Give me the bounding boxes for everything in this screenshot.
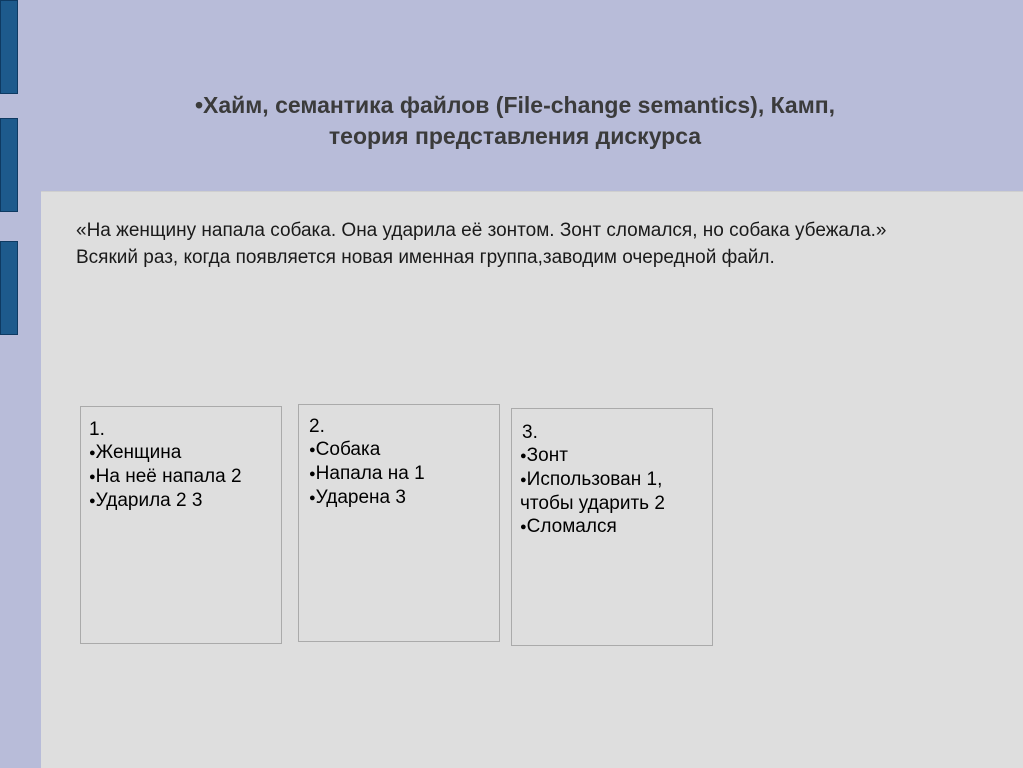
bullet-icon: ● [89, 447, 96, 459]
file-number: 1. [89, 419, 105, 440]
bullet-icon: ● [520, 521, 527, 533]
list-item [307, 486, 491, 510]
bullet-icon: ● [89, 471, 96, 483]
bullet-icon: ● [89, 495, 96, 507]
list-item [307, 462, 491, 486]
list-item [520, 444, 704, 468]
list-item [89, 465, 273, 489]
list-item [89, 489, 273, 513]
list-item-text: Ударила 2 3 [95, 490, 203, 511]
list-item-text: Ударена 3 [315, 487, 406, 508]
sidebar-tab [0, 118, 18, 212]
bullet-icon: ● [309, 444, 316, 456]
list-item [89, 441, 273, 465]
sidebar-tab [0, 241, 18, 335]
list-item-text: На неё напала 2 [95, 466, 242, 487]
slide-title [100, 90, 930, 152]
bullet-icon: ● [309, 468, 316, 480]
bullet-icon: ● [309, 492, 316, 504]
list-item-text: Сломался [526, 516, 617, 537]
list-item-text: Собака [315, 439, 381, 460]
file-card-1 [80, 406, 282, 644]
bullet-icon: ● [520, 450, 527, 462]
list-item-text: Зонт [526, 445, 568, 466]
file-number: 2. [309, 416, 325, 437]
list-item-text: Напала на 1 [315, 463, 425, 484]
bullet-icon: ● [520, 474, 527, 486]
list-item [520, 515, 704, 539]
file-card-2 [298, 404, 500, 642]
file-rule: Всякий раз, когда появляется новая именная группа,заводим очередной файл. [76, 247, 775, 268]
title-line-2: теория представления дискурса [328, 123, 702, 149]
file-number: 3. [522, 422, 538, 443]
list-item-text: Женщина [95, 442, 182, 463]
list-item [520, 468, 704, 515]
list-item-text: Использован 1, чтобы ударить 2 [520, 469, 665, 514]
file-card-3 [511, 408, 713, 646]
sidebar-tab [0, 0, 18, 94]
example-quote: «На женщину напала собака. Она ударила её зонтом. Зонт сломался, но собака убежала.» [76, 220, 887, 241]
title-line-1: •Хайм, семантика файлов (File-change semantics), Камп, [194, 92, 836, 118]
body-text [76, 217, 976, 271]
list-item [307, 438, 491, 462]
